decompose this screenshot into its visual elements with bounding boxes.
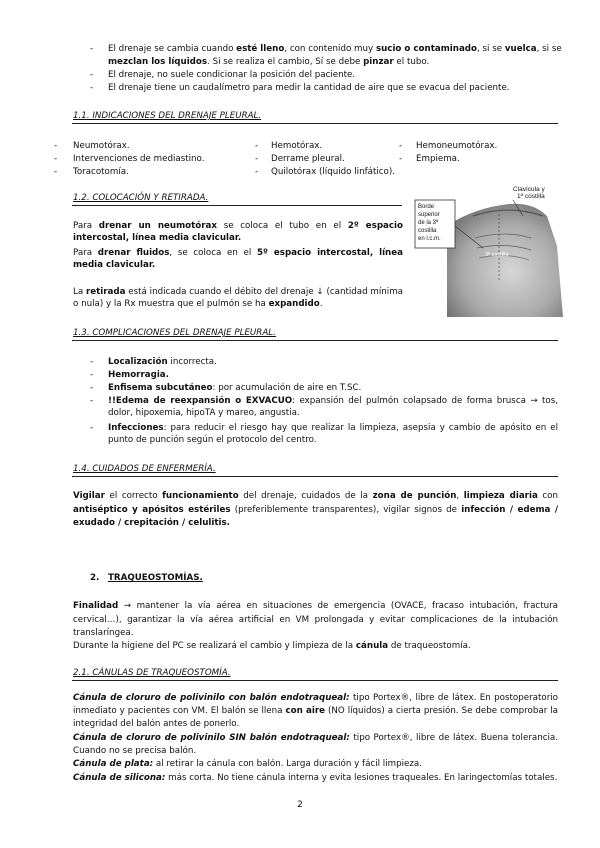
canula-item [73, 692, 558, 731]
text-run: → mantener la vía aérea en situaciones de emergencia (OVACE, fracaso intubación, fractura cervical…), garantizar la vía aérea artificial en VM prolongada y evitar complicaciones de la intubación translaríngea. [73, 601, 558, 638]
text-run: de traqueostomía. [388, 641, 471, 651]
section-heading-indicaciones: 1.1. INDICACIONES DEL DRENAJE PLEURAL. [73, 111, 262, 121]
section-rule [72, 680, 558, 681]
paragraph-neumotorax [73, 220, 403, 244]
indication-item: Hemoneumotórax. [416, 141, 498, 151]
bold-text: esté lleno [236, 44, 285, 54]
section-heading-canulas: 2.1. CÁNULAS DE TRAQUEOSTOMÍA. [73, 668, 231, 678]
bold-text: 5º espacio intercostal, línea media clavicular. [73, 248, 403, 270]
text-run: El drenaje tiene un caudalímetro para medir la cantidad de aire que se evacua del paciente. [108, 83, 510, 93]
indication-item: Hemotórax. [271, 141, 323, 151]
section-heading-traqueostomias: TRAQUEOSTOMÍAS. [108, 573, 203, 583]
bold-text: mezclan los líquidos [108, 57, 208, 67]
canula-item [73, 758, 422, 770]
text-run: el correcto [104, 491, 163, 501]
bullet-text [108, 69, 355, 81]
section-heading-complicaciones: 1.3. COMPLICACIONES DEL DRENAJE PLEURAL. [73, 328, 276, 338]
section-rule [72, 205, 402, 206]
text-run: incorrecta. [167, 357, 217, 367]
section-rule [72, 123, 558, 124]
text-run: Durante la higiene del PC se realizará el cambio y limpieza de la [73, 641, 356, 651]
section-heading-colocacion: 1.2. COLOCACIÓN Y RETIRADA. [73, 193, 209, 203]
canula-item [73, 772, 557, 784]
bold-text: cánula [355, 641, 389, 651]
text-run: el tubo. [393, 57, 430, 67]
text-run: (preferiblemente transparentes), vigilar signos de [230, 504, 462, 515]
text-run: , con contenido muy [284, 44, 376, 54]
text-run: El drenaje, no suele condicionar la posición del paciente. [108, 70, 356, 80]
bold-text: limpieza diaria [463, 491, 538, 501]
bold-text: infección / edema / exudado / crepitación / celulitis. [73, 504, 558, 528]
indication-item: Intervenciones de mediastino. [73, 154, 205, 164]
bold-italic-text: Cánula de plata: [73, 759, 154, 769]
text-run: : para reducir el riesgo hay que realizar la limpieza, asepsia y cambio de apósito en el punto de punción según el protocolo del centro. [108, 423, 558, 445]
text-run: tipo Portex®, libre de látex. En postoperatorio inmediato y pacientes con VM. El balón se llena [73, 693, 558, 716]
text-run: : expansión del pulmón colapsado de forma brusca → tos, dolor, hipoxemia, hipoTA y mareo, angustia. [108, 396, 558, 418]
bold-italic-text: Cánula de cloruro de polivinilo SIN balón endotraqueal: [73, 733, 350, 743]
bold-text: zona de punción [372, 491, 457, 501]
bullet-dash: - [90, 70, 94, 80]
text-run: tipo Portex®, libre de látex. Buena tolerancia. Cuando no se precisa balón. [73, 733, 558, 756]
indication-item: Empiema. [416, 154, 460, 164]
chest-tube-figure [413, 186, 565, 317]
bold-text: Infecciones [108, 423, 164, 433]
figure-label-clavicle: Clavícula y [513, 186, 545, 193]
text-run: está indicada cuando el débito del drenaje ↓ (cantidad mínima o nula) y la Rx muestra que el pulmón se ha [73, 287, 403, 309]
bullet-text [108, 82, 510, 94]
paragraph-cuidados [73, 490, 558, 531]
text-run: El drenaje se cambia cuando [108, 44, 237, 54]
complication-item [108, 395, 558, 419]
bold-text: pinzar [363, 57, 394, 67]
complication-item [108, 356, 217, 368]
indication-item: Toracotomía. [73, 167, 129, 177]
text-run: , si se [536, 44, 562, 54]
bold-text: 2º espacio intercostal, línea media clavicular. [73, 221, 403, 243]
bullet-text [108, 56, 429, 68]
paragraph-fluidos [73, 247, 403, 271]
bold-text: Hemorragia. [108, 370, 169, 380]
paragraph-retirada [73, 286, 403, 310]
bullet-text [108, 43, 562, 55]
section-rule [72, 340, 558, 341]
bullet-dash: - [90, 44, 94, 54]
figure-label-third-rib: 3ª costilla [485, 252, 509, 258]
bold-text: drenar fluidos [97, 248, 170, 258]
paragraph-finalidad [73, 600, 558, 641]
bold-text: !!Edema de reexpansión o EXVACUO [108, 396, 293, 406]
text-run: más corta. No tiene cánula interna y evita lesiones traqueales. En laringectomías totales. [165, 773, 558, 783]
complication-item [108, 422, 558, 446]
indication-item: Quilotórax (líquido linfático). [271, 167, 396, 177]
text-run: Para [73, 221, 99, 231]
bold-text: funcionamiento [162, 491, 239, 501]
figure-label-border: Borde superior de la 3ª costilla en l.c.m. [418, 204, 441, 242]
text-run: (NO líquidos) a cierta presión. Se debe comprobar la integridad del balón antes de ponerlo. [73, 706, 558, 729]
bold-text: vuelca [504, 44, 537, 54]
bold-italic-text: Cánula de silicona: [73, 773, 166, 783]
bold-text: Vigilar [73, 491, 105, 501]
text-run: Para [73, 248, 98, 258]
text-run: , [456, 491, 464, 501]
text-run: . [319, 299, 323, 309]
bold-text: drenar un neumotórax [98, 221, 217, 231]
text-run: : por acumulación de aire en T.SC. [212, 383, 362, 393]
bold-text: expandido [268, 299, 320, 309]
text-run: La [73, 287, 86, 297]
indication-item: Derrame pleural. [271, 154, 345, 164]
bold-text: sucio o contaminado [375, 44, 477, 54]
figure-label-first-rib: 1ª costilla [517, 193, 545, 200]
section-heading-cuidados: 1.4. CUIDADOS DE ENFERMERÍA. [73, 464, 216, 474]
text-run: al retirar la cánula con balón. Larga duración y fácil limpieza. [153, 759, 422, 769]
section-number: 2. [90, 573, 100, 583]
text-run: se coloca el tubo en el [216, 221, 348, 231]
text-run: , se coloca en el [169, 248, 257, 258]
bold-text: antiséptico y apósitos estériles [73, 504, 231, 515]
indication-item: Neumotórax. [73, 141, 130, 151]
text-run: con [537, 491, 559, 501]
bold-text: retirada [85, 287, 126, 297]
complication-item [108, 382, 361, 394]
bullet-dash: - [90, 83, 94, 93]
page-number: 2 [297, 800, 303, 810]
bold-text: Finalidad [73, 601, 119, 611]
text-run: , si se [477, 44, 505, 54]
section-rule [72, 476, 558, 477]
bold-text: Localización [108, 357, 168, 367]
bold-text: Enfisema subcutáneo [108, 383, 213, 393]
bold-italic-text: Cánula de cloruro de polivinilo con balón endotraqueal: [73, 693, 350, 703]
complication-item [108, 369, 169, 381]
paragraph-higiene [73, 640, 471, 652]
canula-item [73, 732, 558, 758]
text-run: . Si se realiza el cambio, Sí se debe [207, 57, 364, 67]
bold-text: con aire [285, 706, 326, 716]
text-run: del drenaje, cuidados de la [238, 491, 373, 501]
